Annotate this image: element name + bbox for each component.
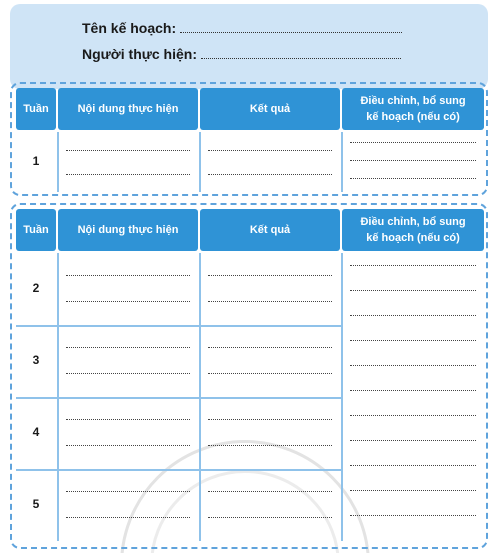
- entry-line[interactable]: [66, 275, 190, 276]
- week-number: 1: [32, 154, 40, 168]
- entry-line[interactable]: [66, 150, 190, 151]
- entry-line[interactable]: [208, 517, 332, 518]
- adjust-entry-line[interactable]: [350, 415, 476, 416]
- week-number: 5: [32, 497, 40, 511]
- entry-line[interactable]: [208, 275, 332, 276]
- entry-line[interactable]: [66, 517, 190, 518]
- entry-line[interactable]: [66, 301, 190, 302]
- row-divider: [16, 397, 342, 399]
- plan-name-field[interactable]: [82, 20, 402, 36]
- header-week: Tuần: [16, 209, 56, 251]
- adjust-entry-line[interactable]: [350, 315, 476, 316]
- column-divider: [341, 132, 343, 192]
- entry-line[interactable]: [66, 347, 190, 348]
- plan-name-label: Tên kế hoạch:: [82, 20, 177, 36]
- entry-line[interactable]: [350, 142, 476, 143]
- entry-line[interactable]: [208, 301, 332, 302]
- entry-line[interactable]: [208, 174, 332, 175]
- entry-line[interactable]: [66, 373, 190, 374]
- header-adjust-line2: kế hoạch (nếu có): [366, 111, 460, 123]
- header-week: Tuần: [16, 88, 56, 130]
- adjust-entry-line[interactable]: [350, 515, 476, 516]
- header-adjust: [342, 209, 484, 251]
- header-result: Kết quả: [200, 88, 340, 130]
- entry-line[interactable]: [208, 445, 332, 446]
- plan-name-blank[interactable]: [180, 31, 402, 33]
- adjust-entry-line[interactable]: [350, 465, 476, 466]
- entry-line[interactable]: [350, 178, 476, 179]
- performer-label: Người thực hiện:: [82, 46, 198, 62]
- header-adjust-line1: Điều chỉnh, bổ sung: [360, 95, 466, 107]
- adjust-entry-line[interactable]: [350, 290, 476, 291]
- header-adjust-line1: Điều chỉnh, bổ sung: [360, 216, 466, 228]
- performer-field[interactable]: [82, 46, 401, 62]
- header-content: Nội dung thực hiện: [58, 88, 198, 130]
- entry-line[interactable]: [208, 419, 332, 420]
- entry-line[interactable]: [66, 174, 190, 175]
- column-divider: [199, 132, 201, 192]
- header-adjust: [342, 88, 484, 130]
- header-content: Nội dung thực hiện: [58, 209, 198, 251]
- week-number: 2: [32, 281, 40, 295]
- adjust-entry-line[interactable]: [350, 365, 476, 366]
- weeks-2-5-table: [10, 203, 488, 549]
- column-divider: [57, 132, 59, 192]
- header-adjust-line2: kế hoạch (nếu có): [366, 232, 460, 244]
- entry-line[interactable]: [66, 419, 190, 420]
- adjust-entry-line[interactable]: [350, 490, 476, 491]
- adjust-entry-line[interactable]: [350, 340, 476, 341]
- entry-line[interactable]: [208, 373, 332, 374]
- adjust-entry-line[interactable]: [350, 440, 476, 441]
- entry-line[interactable]: [208, 347, 332, 348]
- week-number: 4: [32, 425, 40, 439]
- row-divider: [16, 469, 342, 471]
- adjust-entry-line[interactable]: [350, 390, 476, 391]
- header-result: Kết quả: [200, 209, 340, 251]
- performer-blank[interactable]: [201, 57, 401, 59]
- entry-line[interactable]: [350, 160, 476, 161]
- entry-line[interactable]: [66, 491, 190, 492]
- row-divider: [16, 325, 342, 327]
- entry-line[interactable]: [208, 150, 332, 151]
- adjust-entry-line[interactable]: [350, 265, 476, 266]
- week-number: 3: [32, 353, 40, 367]
- week-1-table: [10, 82, 488, 196]
- entry-line[interactable]: [208, 491, 332, 492]
- entry-line[interactable]: [66, 445, 190, 446]
